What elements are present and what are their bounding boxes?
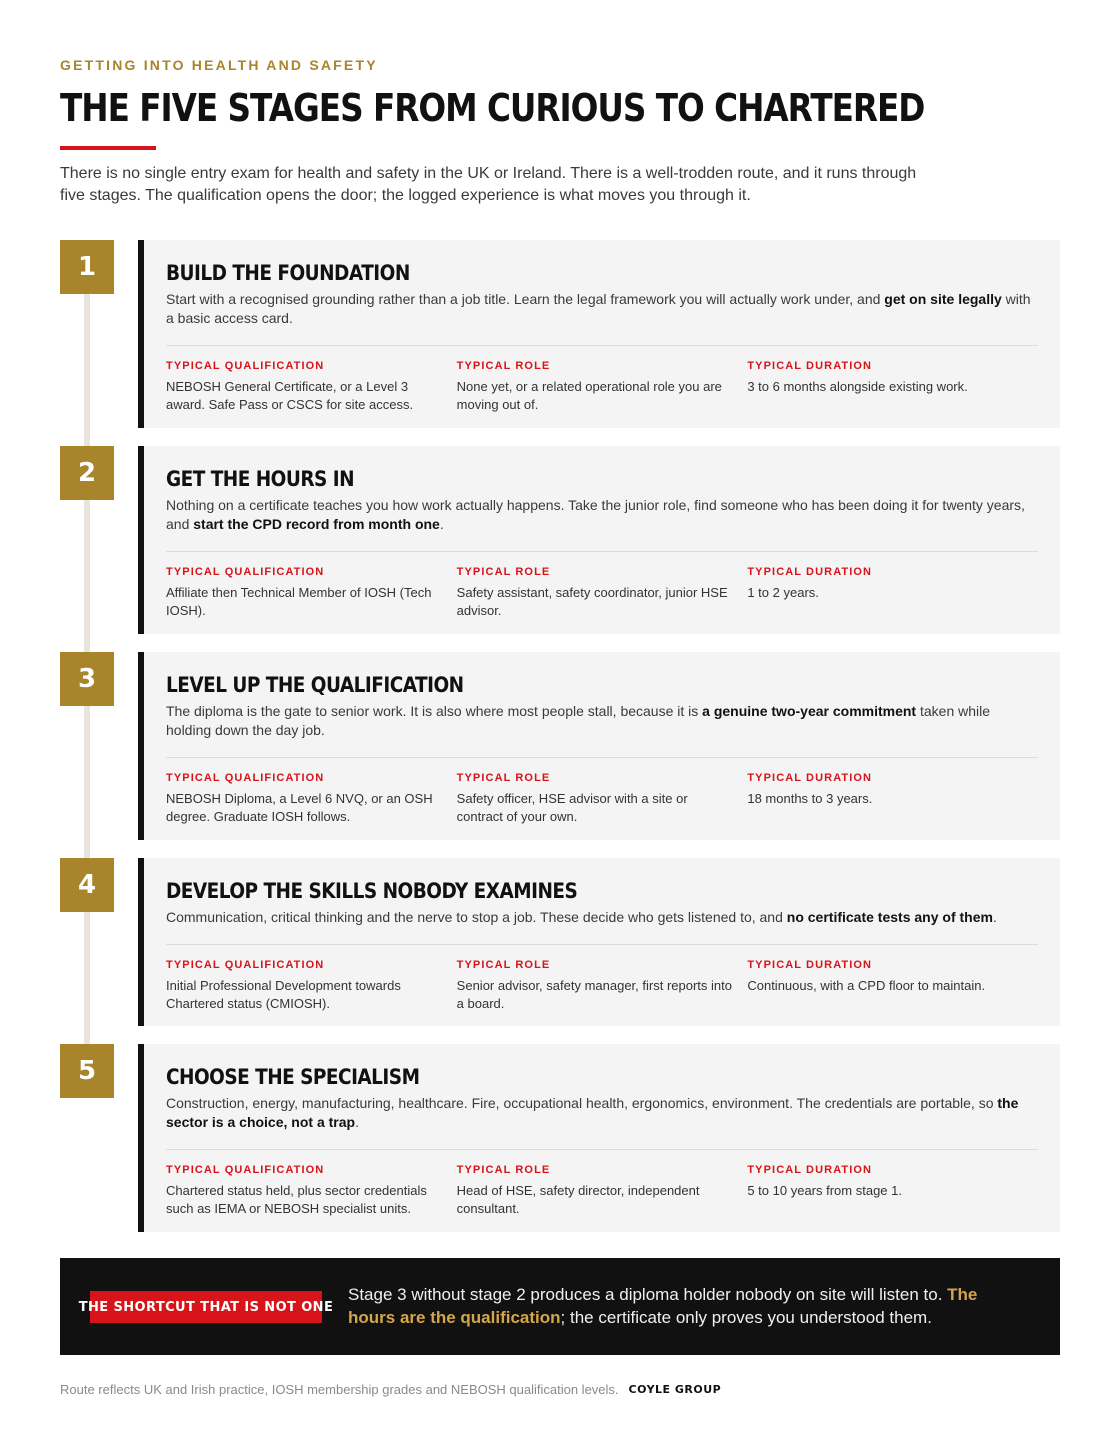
role-value: Safety assistant, safety coordinator, junior HSE advisor. [456, 585, 728, 618]
stage-description-emphasis: the sector is a choice, not a trap [166, 1095, 1019, 1130]
stage-number-badge: 1 [60, 240, 114, 294]
stage-description-text: taken while holding down the day job. [166, 703, 991, 738]
qualification-column [166, 771, 457, 826]
duration-label: TYPICAL DURATION [747, 772, 873, 784]
stage-title: GET THE HOURS IN [166, 467, 355, 491]
role-value: Safety officer, HSE advisor with a site or contract of your own. [456, 791, 688, 824]
brand-logo: COYLE GROUP [628, 1383, 722, 1396]
stage-description-emphasis: get on site legally [884, 291, 1002, 307]
stage-details [166, 771, 1038, 826]
role-column [457, 359, 748, 414]
stage-title: LEVEL UP THE QUALIFICATION [166, 673, 464, 697]
qualification-column [166, 565, 457, 620]
role-label: TYPICAL ROLE [456, 772, 551, 784]
stage-number-badge: 4 [60, 858, 114, 912]
duration-column [747, 958, 1038, 1013]
stage-card [138, 858, 1060, 1026]
stage-description [166, 908, 1036, 927]
stage-description-text: . [439, 516, 444, 532]
callout-text [348, 1283, 1008, 1329]
stage-details [166, 359, 1038, 414]
qualification-value: NEBOSH Diploma, a Level 6 NVQ, or an OSH degree. Graduate IOSH follows. [166, 791, 433, 824]
divider [166, 1149, 1038, 1150]
duration-column [747, 1163, 1038, 1218]
role-label: TYPICAL ROLE [456, 360, 551, 372]
callout-text-part: Stage 3 without stage 2 produces a diploma holder nobody on site will listen to. [348, 1285, 948, 1304]
qualification-value: Chartered status held, plus sector credentials such as IEMA or NEBOSH specialist units. [166, 1183, 427, 1216]
qualification-label: TYPICAL QUALIFICATION [166, 1164, 325, 1176]
eyebrow: GETTING INTO HEALTH AND SAFETY [60, 57, 378, 73]
stage-description-text: Nothing on a certificate teaches you how work actually happens. Take the junior role, find someone who has been doing it for twenty years, and [166, 497, 1025, 532]
duration-value: 18 months to 3 years. [747, 791, 873, 806]
duration-value: Continuous, with a CPD floor to maintain. [747, 978, 986, 993]
divider [166, 944, 1038, 945]
stage-description-text: Communication, critical thinking and the nerve to stop a job. These decide who gets listened to, and [166, 909, 787, 925]
qualification-value: NEBOSH General Certificate, or a Level 3 award. Safe Pass or CSCS for site access. [166, 379, 414, 412]
stage-description-text: with a basic access card. [166, 291, 1031, 326]
divider [166, 345, 1038, 346]
duration-column [747, 565, 1038, 620]
divider [166, 757, 1038, 758]
duration-value: 5 to 10 years from stage 1. [747, 1183, 902, 1198]
stage-description-emphasis: a genuine two-year commitment [702, 703, 917, 719]
stage-card [138, 446, 1060, 634]
qualification-label: TYPICAL QUALIFICATION [166, 959, 325, 971]
duration-value: 1 to 2 years. [747, 585, 819, 600]
stage-title: DEVELOP THE SKILLS NOBODY EXAMINES [166, 879, 578, 903]
stage-description [166, 1094, 1036, 1132]
stage-card [138, 1044, 1060, 1232]
role-label: TYPICAL ROLE [456, 1164, 551, 1176]
role-value: Senior advisor, safety manager, first reports into a board. [456, 978, 732, 1011]
duration-label: TYPICAL DURATION [747, 566, 873, 578]
stage-details [166, 958, 1038, 1013]
stage-number-badge: 2 [60, 446, 114, 500]
stage-description [166, 290, 1036, 328]
stage-details [166, 1163, 1038, 1218]
role-column [457, 958, 748, 1013]
duration-label: TYPICAL DURATION [747, 1164, 873, 1176]
duration-column [747, 771, 1038, 826]
stage-description [166, 702, 1036, 740]
qualification-label: TYPICAL QUALIFICATION [166, 566, 325, 578]
stage-number-badge: 5 [60, 1044, 114, 1098]
stage-description-emphasis: no certificate tests any of them [786, 909, 993, 925]
duration-column [747, 359, 1038, 414]
stage-description-text: Construction, energy, manufacturing, healthcare. Fire, occupational health, ergonomics, environment. The credentials are portable, so [166, 1095, 998, 1111]
qualification-value: Initial Professional Development towards Chartered status (CMIOSH). [166, 978, 401, 1011]
stage-number-badge: 3 [60, 652, 114, 706]
role-label: TYPICAL ROLE [456, 959, 551, 971]
footer [60, 1382, 721, 1397]
qualification-label: TYPICAL QUALIFICATION [166, 772, 325, 784]
qualification-value: Affiliate then Technical Member of IOSH (Tech IOSH). [166, 585, 432, 618]
divider [166, 551, 1038, 552]
callout-banner [60, 1258, 1060, 1355]
qualification-label: TYPICAL QUALIFICATION [166, 360, 325, 372]
role-column [457, 771, 748, 826]
stage-description-text: . [355, 1114, 359, 1130]
qualification-column [166, 1163, 457, 1218]
stage-title: BUILD THE FOUNDATION [166, 261, 410, 285]
callout-text-part: ; the certificate only proves you understood them. [560, 1308, 932, 1327]
stage-card [138, 240, 1060, 428]
role-value: None yet, or a related operational role you are moving out of. [456, 379, 722, 412]
role-label: TYPICAL ROLE [456, 566, 551, 578]
footer-note: Route reflects UK and Irish practice, IOSH membership grades and NEBOSH qualification levels. [60, 1382, 619, 1397]
duration-value: 3 to 6 months alongside existing work. [747, 379, 968, 394]
title-underline [60, 146, 156, 150]
stage-card [138, 652, 1060, 840]
qualification-column [166, 359, 457, 414]
stage-description-emphasis: start the CPD record from month one [193, 516, 440, 532]
role-column [457, 1163, 748, 1218]
callout-badge: THE SHORTCUT THAT IS NOT ONE [90, 1291, 322, 1323]
stage-description-text: The diploma is the gate to senior work. It is also where most people stall, because it is [166, 703, 703, 719]
stage-description [166, 496, 1036, 534]
stage-title: CHOOSE THE SPECIALISM [166, 1065, 420, 1089]
role-column [457, 565, 748, 620]
stage-description-text: . [992, 909, 997, 925]
stage-description-text: Start with a recognised grounding rather than a job title. Learn the legal framework you will actually work under, and [166, 291, 885, 307]
role-value: Head of HSE, safety director, independent consultant. [456, 1183, 700, 1216]
duration-label: TYPICAL DURATION [747, 959, 873, 971]
stage-details [166, 565, 1038, 620]
callout-highlight: The hours are the qualification [348, 1285, 978, 1327]
page-title: THE FIVE STAGES FROM CURIOUS TO CHARTERED [60, 86, 925, 130]
intro-paragraph: There is no single entry exam for health and safety in the UK or Ireland. There is a well-trodden route, and it runs through five stages. The qualification opens the door; the logged experience is what moves you through it. [60, 165, 917, 204]
duration-label: TYPICAL DURATION [747, 360, 873, 372]
qualification-column [166, 958, 457, 1013]
